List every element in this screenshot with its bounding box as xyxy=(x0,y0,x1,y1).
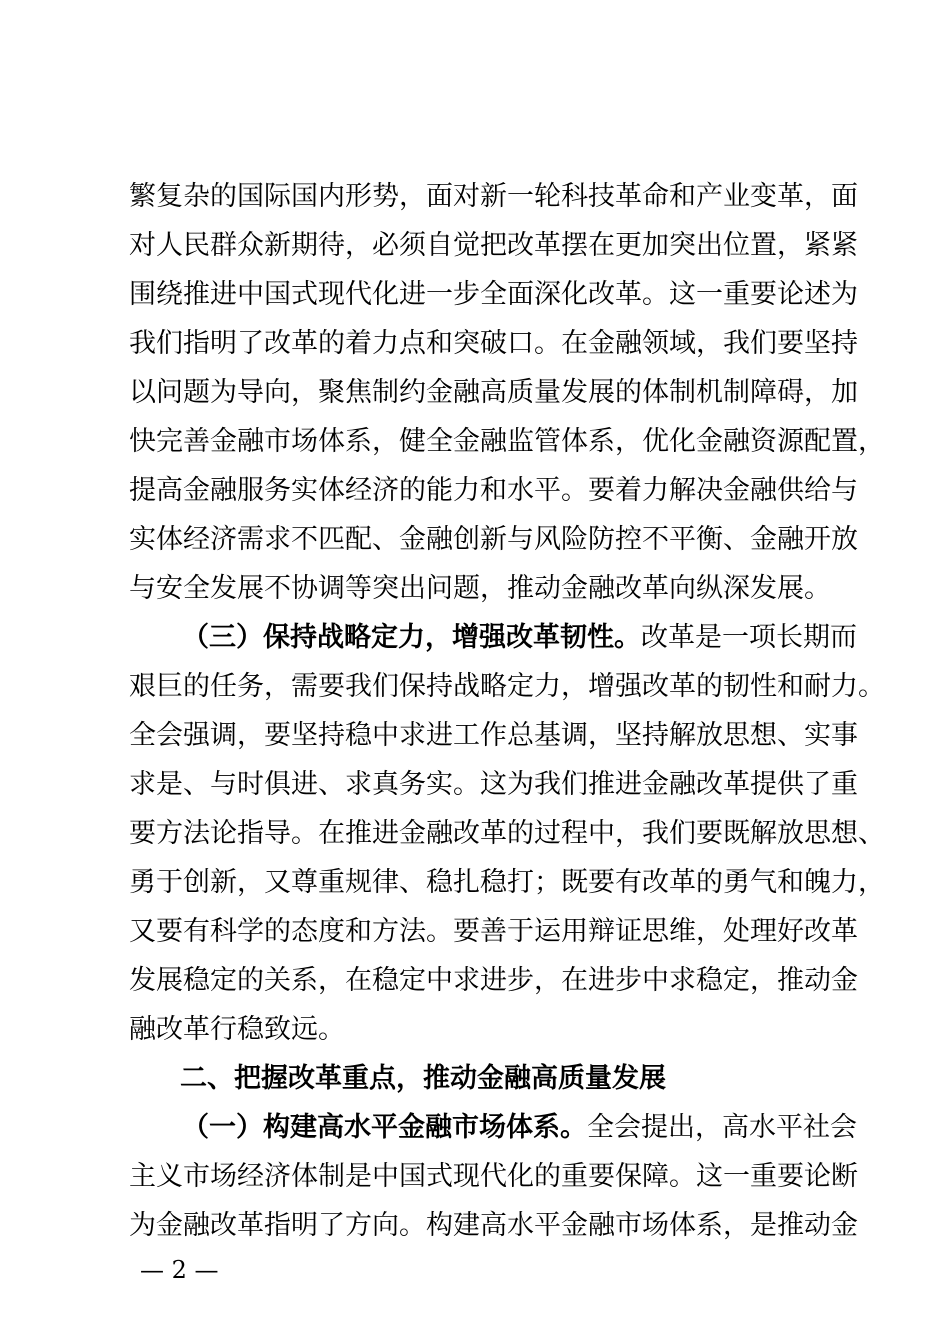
paragraph-1-line-9: 与安全发展不协调等突出问题，推动金融改革向纵深发展。 xyxy=(129,573,831,604)
paragraph-2-line-3: 全会强调，要坚持稳中求进工作总基调，坚持解放思想、实事 xyxy=(129,720,858,751)
page-number: — 2 — xyxy=(140,1256,219,1284)
paragraph-2-line-9: 融改革行稳致远。 xyxy=(129,1014,345,1045)
paragraph-1-line-2: 对人民群众新期待，必须自觉把改革摆在更加突出位置，紧紧 xyxy=(129,230,858,261)
paragraph-2-line-6: 勇于创新，又尊重规律、稳扎稳打；既要有改革的勇气和魄力， xyxy=(129,867,885,898)
paragraph-1-line-7: 提高金融服务实体经济的能力和水平。要着力解决金融供给与 xyxy=(129,475,858,506)
paragraph-1-line-6: 快完善金融市场体系，健全金融监管体系，优化金融资源配置， xyxy=(129,426,885,457)
paragraph-2-line-2: 艰巨的任务，需要我们保持战略定力，增强改革的韧性和耐力。 xyxy=(129,671,885,702)
section-heading: 二、把握改革重点，推动金融高质量发展 xyxy=(180,1063,666,1094)
paragraph-2-line-7: 又要有科学的态度和方法。要善于运用辩证思维，处理好改革 xyxy=(129,916,858,947)
paragraph-1-line-8: 实体经济需求不匹配、金融创新与风险防控不平衡、金融开放 xyxy=(129,524,858,555)
paragraph-3-line-1 xyxy=(182,1106,857,1150)
paragraph-2-lead: （三）保持战略定力，增强改革韧性。 xyxy=(182,622,641,653)
paragraph-3-line-2: 主义市场经济体制是中国式现代化的重要保障。这一重要论断 xyxy=(129,1161,858,1192)
paragraph-3-first-rest: 全会提出，高水平社会 xyxy=(587,1112,857,1143)
paragraph-3-lead: （一）构建高水平金融市场体系。 xyxy=(182,1112,587,1143)
paragraph-3-line-3: 为金融改革指明了方向。构建高水平金融市场体系，是推动金 xyxy=(129,1210,858,1241)
paragraph-1-line-5: 以问题为导向，聚焦制约金融高质量发展的体制机制障碍，加 xyxy=(129,377,858,408)
paragraph-2-line-1 xyxy=(182,616,857,660)
paragraph-1-line-3: 围绕推进中国式现代化进一步全面深化改革。这一重要论述为 xyxy=(129,279,858,310)
paragraph-2-line-5: 要方法论指导。在推进金融改革的过程中，我们要既解放思想、 xyxy=(129,818,885,849)
paragraph-1-line-4: 我们指明了改革的着力点和突破口。在金融领域，我们要坚持 xyxy=(129,328,858,359)
paragraph-2-first-rest: 改革是一项长期而 xyxy=(641,622,857,653)
paragraph-2-line-8: 发展稳定的关系，在稳定中求进步，在进步中求稳定，推动金 xyxy=(129,965,858,996)
paragraph-2-line-4: 求是、与时俱进、求真务实。这为我们推进金融改革提供了重 xyxy=(129,769,858,800)
paragraph-1-line-1: 繁复杂的国际国内形势，面对新一轮科技革命和产业变革，面 xyxy=(129,181,858,212)
